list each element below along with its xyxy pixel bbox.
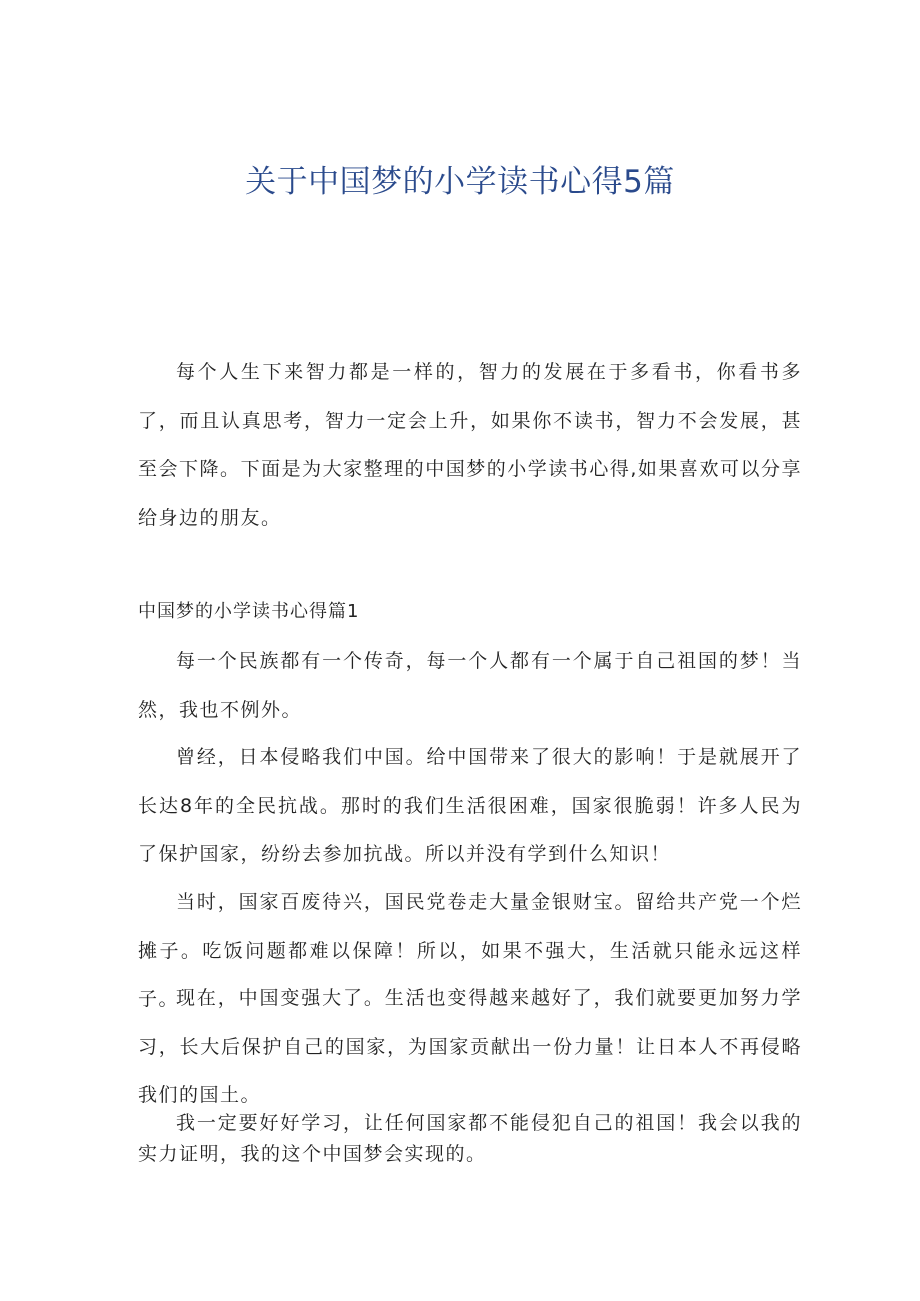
body-paragraph-3: 当时，国家百废待兴，国民党卷走大量金银财宝。留给共产党一个烂摊子。吃饭问题都难以保障！所以，如果不强大，生活就只能永远这样子。 [138,891,802,1010]
body-paragraph-2: 曾经，日本侵略我们中国。给中国带来了很大的影响！于是就展开了长达8年的全民抗战。那时的我们生活很困难，国家很脆弱！许多人民为了保护国家，纷纷去参加抗战。所以并没有学到什么知识！ [138,746,802,865]
body-paragraph-4: 现在，中国变强大了。生活也变得越来越好了，我们就要更加努力学习，长大后保护自己的国家，为国家贡献出一份力量！让日本人不再侵略我们的国土。 [138,987,802,1106]
body-paragraph-1: 每一个民族都有一个传奇，每一个人都有一个属于自己祖国的梦！当然，我也不例外。 [138,650,802,721]
section-heading: 中国梦的小学读书心得篇1 [138,601,360,622]
document-title: 关于中国梦的小学读书心得5篇 [245,164,675,200]
intro-paragraph: 每个人生下来智力都是一样的，智力的发展在于多看书，你看书多了，而且认真思考，智力一定会上升，如果你不读书，智力不会发展，甚至会下降。下面是为大家整理的中国梦的小学读书心得,如果喜欢可以分享给身边的朋友。 [138,361,802,529]
body-paragraph-5: 我一定要好好学习，让任何国家都不能侵犯自己的祖国！我会以我的实力证明，我的这个中国梦会实现的。 [138,1112,802,1165]
